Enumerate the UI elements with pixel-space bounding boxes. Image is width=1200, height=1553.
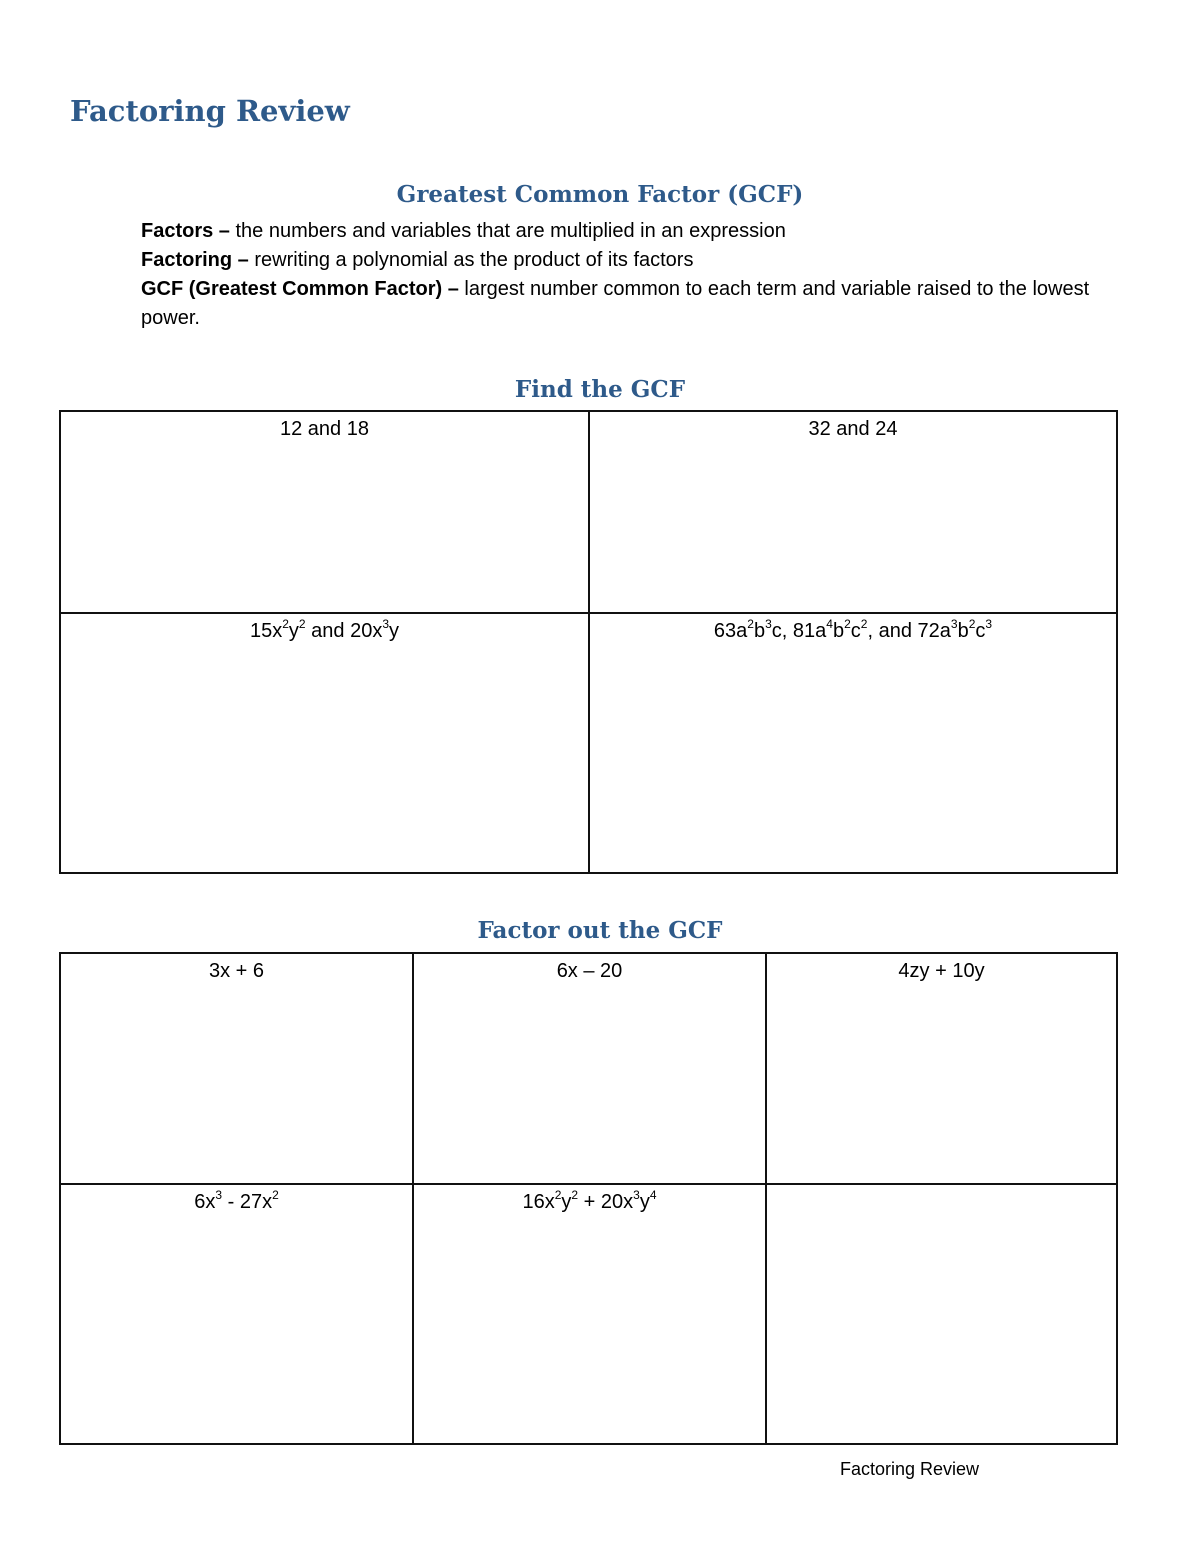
expression-text: , and 72a	[867, 620, 951, 642]
page-title: Factoring Review	[70, 94, 350, 128]
expression-text: y	[288, 620, 299, 642]
exponent: 2	[968, 617, 976, 632]
definition-factors: Factors – the numbers and variables that are multiplied in an expression	[141, 220, 786, 242]
definitions-list	[141, 217, 1101, 333]
expression-text: - 27x	[222, 1191, 273, 1213]
definition-factoring: Factoring – rewriting a polynomial as the product of its factors	[141, 249, 694, 271]
exponent: 2	[844, 617, 851, 632]
exponent: 2	[860, 617, 868, 632]
section-heading-gcf: Greatest Common Factor (GCF)	[396, 181, 804, 208]
exponent: 2	[272, 1188, 279, 1203]
expression-text: 63a	[713, 620, 748, 642]
factor-out-cell[interactable]: 3x + 6	[60, 953, 413, 1184]
exponent: 2	[747, 617, 754, 632]
find-gcf-cell[interactable]: 12 and 18	[60, 411, 589, 613]
definition-term: Factors	[141, 220, 214, 242]
expression-text: b	[957, 620, 969, 642]
expression-text: + 20x	[578, 1191, 634, 1213]
expression-text: b	[832, 620, 845, 642]
exponent: 3	[765, 617, 772, 632]
heading-factor-out-gcf: Factor out the GCF	[477, 917, 723, 944]
expression-text: y	[639, 1191, 650, 1213]
exponent: 3	[382, 617, 390, 632]
exponent: 3	[633, 1188, 640, 1203]
expression-text: y	[561, 1191, 572, 1213]
factor-out-cell[interactable]	[766, 1184, 1117, 1444]
find-gcf-table	[59, 410, 1118, 874]
find-gcf-cell[interactable]	[60, 613, 589, 873]
expression-text: and 20x	[305, 620, 383, 642]
exponent: 3	[985, 617, 993, 632]
exponent: 2	[571, 1188, 579, 1203]
factor-out-cell[interactable]	[413, 1184, 766, 1444]
exponent: 3	[215, 1188, 223, 1203]
expression-text: b	[753, 620, 766, 642]
exponent: 2	[298, 617, 306, 632]
expression-text: c	[975, 620, 986, 642]
heading-find-gcf: Find the GCF	[514, 376, 686, 403]
exponent: 2	[282, 617, 289, 632]
definition-gcf: GCF (Greatest Common Factor) – largest number common to each term and variable raised to the lowest power.	[141, 278, 1090, 329]
exponent: 2	[554, 1188, 562, 1203]
exponent: 4	[649, 1188, 657, 1203]
expression-text: 6x	[194, 1191, 216, 1213]
expression-text: 15x	[249, 620, 283, 642]
expression-text: c, 81a	[771, 620, 827, 642]
find-gcf-cell[interactable]	[589, 613, 1117, 873]
expression-text: c	[850, 620, 861, 642]
definition-term: Factoring	[141, 249, 233, 271]
exponent: 4	[826, 617, 833, 632]
definition-term: GCF (Greatest Common Factor)	[141, 278, 443, 300]
expression-text: 16x	[522, 1191, 555, 1213]
factor-out-table	[59, 952, 1118, 1445]
factor-out-cell[interactable]	[60, 1184, 413, 1444]
page-footer: Factoring Review	[840, 1459, 980, 1479]
exponent: 3	[950, 617, 958, 632]
expression-text: y	[389, 620, 400, 642]
find-gcf-cell[interactable]: 32 and 24	[589, 411, 1117, 613]
factor-out-cell[interactable]: 4zy + 10y	[766, 953, 1117, 1184]
factor-out-cell[interactable]: 6x – 20	[413, 953, 766, 1184]
